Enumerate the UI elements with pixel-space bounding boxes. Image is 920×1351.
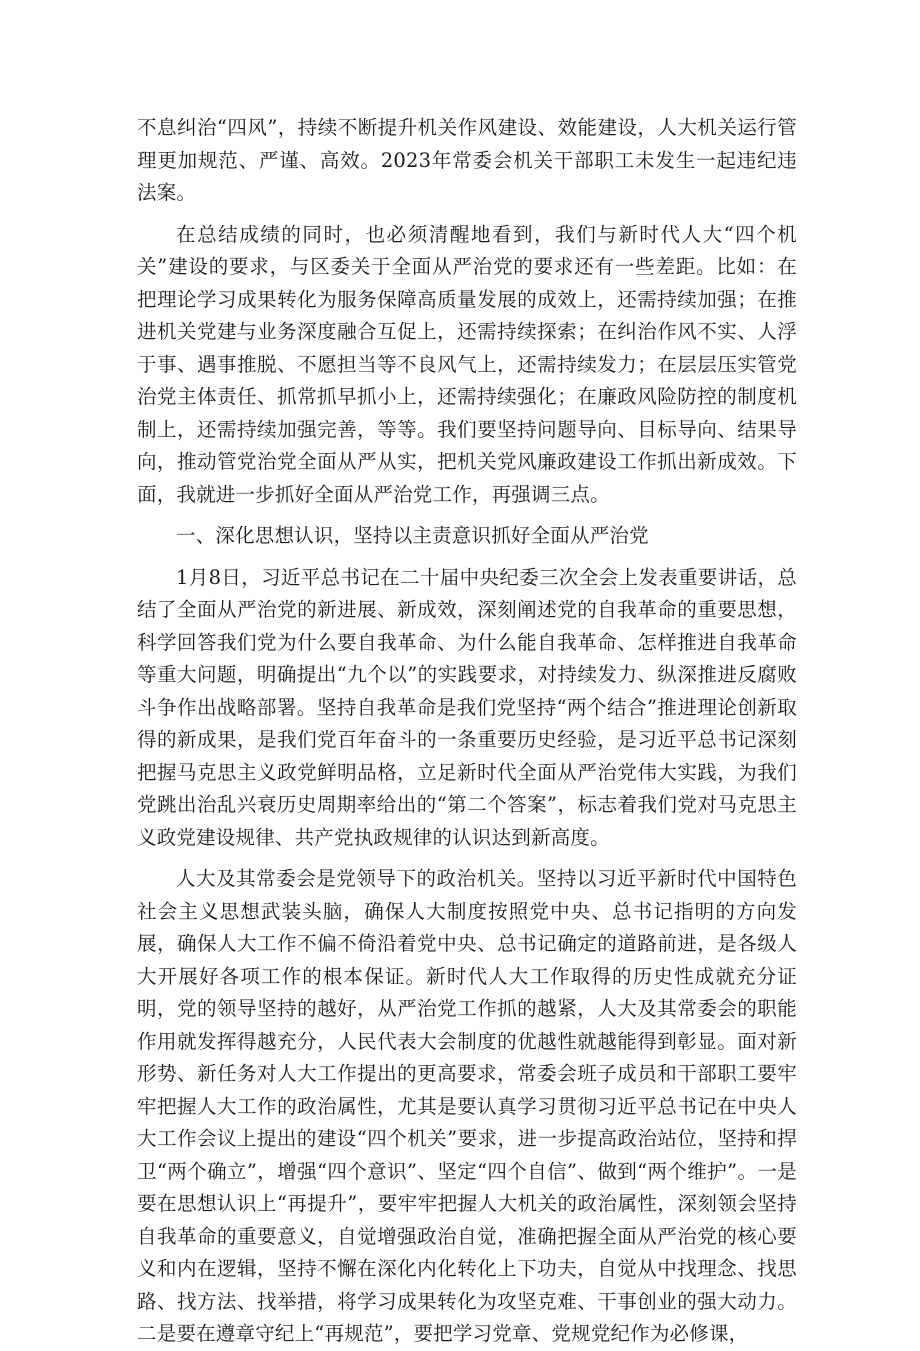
paragraph-2: 在总结成绩的同时，也必须清醒地看到，我们与新时代人大“四个机关”建设的要求，与区委关于全面从严治党的要求还有一些差距。比如：在把理论学习成果转化为服务保障高质量发展的成效上，还需持续加强；在推进机关党建与业务深度融合互促上，还需持续探索；在纠治作风不实、人浮于事、遇事推脱、不愿担当等不良风气上，还需持续发力；在层层压实管党治党主体责任、抓常抓早抓小上，还需持续强化；在廉政风险防控的制度机制上，还需持续加强完善，等等。我们要坚持问题导向、目标导向、结果导向，推动管党治党全面从严从实，把机关党风廉政建设工作抓出新成效。下面，我就进一步抓好全面从严治党工作，再强调三点。 — [137, 222, 797, 506]
document-body — [137, 112, 797, 1351]
paragraph-1: 不息纠治“四风”，持续不断提升机关作风建设、效能建设，人大机关运行管理更加规范、严谨、高效。2023年常委会机关干部职工未发生一起违纪违法案。 — [137, 116, 797, 204]
paragraph-3: 1月8日，习近平总书记在二十届中央纪委三次全会上发表重要讲话，总结了全面从严治党的新进展、新成效，深刻阐述党的自我革命的重要思想，科学回答我们党为什么要自我革命、为什么能自我革命、怎样推进自我革命等重大问题，明确提出“九个以”的实践要求，对持续发力、纵深推进反腐败斗争作出战略部署。坚持自我革命是我们党坚持“两个结合”推进理论创新取得的新成果，是我们党百年奋斗的一条重要历史经验，是习近平总书记深刻把握马克思主义政党鲜明品格，立足新时代全面从严治党伟大实践，为我们党跳出治乱兴衰历史周期率给出的“第二个答案”，标志着我们党对马克思主义政党建设规律、共产党执政规律的认识达到新高度。 — [137, 565, 797, 849]
section-heading-1: 一、深化思想认识，坚持以主责意识抓好全面从严治党 — [176, 524, 649, 547]
paragraph-4: 人大及其常委会是党领导下的政治机关。坚持以习近平新时代中国特色社会主义思想武装头脑，确保人大制度按照党中央、总书记指明的方向发展，确保人大工作不偏不倚沿着党中央、总书记确定的道路前进，是各级人大开展好各项工作的根本保证。新时代人大工作取得的历史性成就充分证明，党的领导坚持的越好，从严治党工作抓的越紧，人大及其常委会的职能作用就发挥得越充分，人民代表大会制度的优越性就越能得到彰显。面对新形势、新任务对人大工作提出的更高要求，常委会班子成员和干部职工要牢牢把握人大工作的政治属性，尤其是要认真学习贯彻习近平总书记在中央人大工作会议上提出的建设“四个机关”要求，进一步提高政治站位，坚持和捍卫“两个确立”，增强“四个意识”、坚定“四个自信”、做到“两个维护”。一是要在思想认识上“再提升”，要牢牢把握人大机关的政治属性，深刻领会坚持自我革命的重要意义，自觉增强政治自觉，准确把握全面从严治党的核心要义和内在逻辑，坚持不懈在深化内化转化上下功夫，自觉从中找理念、找思路、找方法、找举措，将学习成果转化为攻坚克难、干事创业的强大动力。二是要在遵章守纪上“再规范”，要把学习党章、党规党纪作为必修课， — [137, 867, 797, 1345]
